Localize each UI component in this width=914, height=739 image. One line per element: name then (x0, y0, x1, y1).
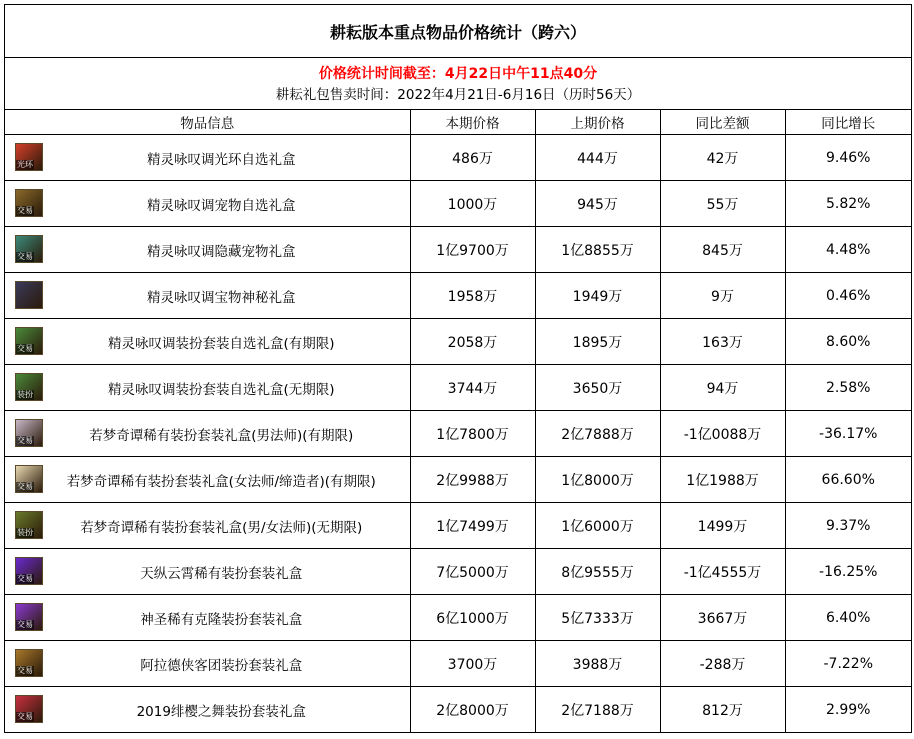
previous-price-cell: 1亿8000万 (535, 457, 660, 503)
price-sheet (4, 4, 912, 733)
icon-tag: 交易 (17, 574, 33, 583)
table-row (5, 227, 911, 273)
current-price-cell: 3744万 (410, 365, 535, 411)
diff-cell: 3667万 (660, 595, 785, 641)
item-name: 若梦奇谭稀有装扮套装礼盒(男法师)(有期限) (89, 427, 354, 444)
previous-price-cell: 1亿8855万 (535, 227, 660, 273)
current-price-cell: 2058万 (410, 319, 535, 365)
current-price-cell: 7亿5000万 (410, 549, 535, 595)
table-row (5, 273, 911, 319)
col-current-price: 本期价格 (410, 110, 535, 135)
table-row (5, 595, 911, 641)
item-name: 2019绯樱之舞装扮套装礼盒 (136, 703, 306, 720)
info-block (5, 58, 911, 110)
rare-avatar-male-mage-icon (15, 419, 43, 447)
aura-box-icon (15, 143, 43, 171)
item-name: 阿拉德侠客团装扮套装礼盒 (140, 657, 303, 674)
item-name: 精灵咏叹调隐藏宠物礼盒 (147, 243, 296, 260)
growth-cell: 5.82% (785, 181, 911, 227)
item-name: 神圣稀有克隆装扮套装礼盒 (140, 611, 303, 628)
current-price-cell: 2亿9988万 (410, 457, 535, 503)
avatar-box-permanent-icon (15, 373, 43, 401)
diff-cell: 812万 (660, 687, 785, 733)
item-name: 精灵咏叹调装扮套装自选礼盒(有期限) (107, 335, 335, 352)
icon-tag: 交易 (17, 620, 33, 629)
pet-box-icon (15, 189, 43, 217)
previous-price-cell: 3650万 (535, 365, 660, 411)
previous-price-cell: 2亿7188万 (535, 687, 660, 733)
diff-cell: -1亿4555万 (660, 549, 785, 595)
previous-price-cell: 945万 (535, 181, 660, 227)
sheet-title: 耕耘版本重点物品价格统计（跨六） (5, 5, 911, 58)
previous-price-cell: 5亿7333万 (535, 595, 660, 641)
icon-tag: 交易 (17, 206, 33, 215)
growth-cell: 9.46% (785, 135, 911, 181)
sale-period-text: 耕耘礼包售卖时间：2022年4月21日-6月16日（历时56天） (275, 86, 641, 103)
diff-cell: 42万 (660, 135, 785, 181)
growth-cell: 8.60% (785, 319, 911, 365)
growth-cell: 2.99% (785, 687, 911, 733)
icon-tag: 装扮 (17, 390, 33, 399)
diff-cell: 1499万 (660, 503, 785, 549)
growth-cell: -36.17% (785, 411, 911, 457)
growth-cell: 2.58% (785, 365, 911, 411)
table-row (5, 641, 911, 687)
header-row (5, 110, 911, 135)
table-row (5, 687, 911, 733)
item-name: 精灵咏叹调宠物自选礼盒 (147, 197, 296, 214)
icon-tag: 交易 (17, 482, 33, 491)
previous-price-cell: 3988万 (535, 641, 660, 687)
icon-tag: 交易 (17, 666, 33, 675)
icon-tag: 交易 (17, 344, 33, 353)
item-cell (5, 273, 410, 319)
table-row (5, 365, 911, 411)
current-price-cell: 6亿1000万 (410, 595, 535, 641)
rare-avatar-mage-permanent-icon (15, 511, 43, 539)
item-cell (5, 365, 410, 411)
icon-tag: 交易 (17, 712, 33, 721)
item-cell (5, 549, 410, 595)
diff-cell: 845万 (660, 227, 785, 273)
table-row (5, 457, 911, 503)
previous-price-cell: 1949万 (535, 273, 660, 319)
hidden-pet-box-icon (15, 235, 43, 263)
diff-cell: 163万 (660, 319, 785, 365)
current-price-cell: 1亿7499万 (410, 503, 535, 549)
item-cell (5, 687, 410, 733)
item-cell (5, 641, 410, 687)
sky-avatar-box-icon (15, 557, 43, 585)
item-cell (5, 595, 410, 641)
table-row (5, 319, 911, 365)
item-name: 天纵云霄稀有装扮套装礼盒 (140, 565, 303, 582)
col-diff: 同比差额 (660, 110, 785, 135)
previous-price-cell: 2亿7888万 (535, 411, 660, 457)
rare-avatar-female-mage-icon (15, 465, 43, 493)
icon-tag: 装扮 (17, 528, 33, 537)
table-row (5, 549, 911, 595)
current-price-cell: 1亿9700万 (410, 227, 535, 273)
treasure-box-icon (15, 281, 43, 309)
previous-price-cell: 1895万 (535, 319, 660, 365)
sakura-avatar-box-icon (15, 695, 43, 723)
item-cell (5, 457, 410, 503)
growth-cell: -16.25% (785, 549, 911, 595)
item-cell (5, 503, 410, 549)
avatar-box-icon (15, 327, 43, 355)
col-item-info: 物品信息 (5, 110, 410, 135)
item-name: 若梦奇谭稀有装扮套装礼盒(女法师/缔造者)(有期限) (66, 473, 376, 490)
growth-cell: 9.37% (785, 503, 911, 549)
diff-cell: 9万 (660, 273, 785, 319)
current-price-cell: 1958万 (410, 273, 535, 319)
growth-cell: 0.46% (785, 273, 911, 319)
arad-avatar-box-icon (15, 649, 43, 677)
item-cell (5, 411, 410, 457)
item-name: 精灵咏叹调宝物神秘礼盒 (147, 289, 296, 306)
current-price-cell: 1000万 (410, 181, 535, 227)
deadline-text: 价格统计时间截至：4月22日中午11点40分 (318, 65, 598, 82)
col-growth: 同比增长 (785, 110, 911, 135)
icon-tag: 交易 (17, 436, 33, 445)
diff-cell: 94万 (660, 365, 785, 411)
item-name: 精灵咏叹调装扮套装自选礼盒(无期限) (107, 381, 335, 398)
growth-cell: 66.60% (785, 457, 911, 503)
growth-cell: 6.40% (785, 595, 911, 641)
current-price-cell: 3700万 (410, 641, 535, 687)
previous-price-cell: 1亿6000万 (535, 503, 660, 549)
previous-price-cell: 444万 (535, 135, 660, 181)
table-row (5, 503, 911, 549)
item-name: 精灵咏叹调光环自选礼盒 (147, 151, 296, 168)
table-row (5, 135, 911, 181)
table-row (5, 181, 911, 227)
icon-tag: 交易 (17, 252, 33, 261)
table-row (5, 411, 911, 457)
current-price-cell: 1亿7800万 (410, 411, 535, 457)
growth-cell: 4.48% (785, 227, 911, 273)
item-name: 若梦奇谭稀有装扮套装礼盒(男/女法师)(无期限) (80, 519, 363, 536)
item-cell (5, 181, 410, 227)
icon-tag: 光环 (17, 160, 33, 169)
diff-cell: -1亿0088万 (660, 411, 785, 457)
clone-avatar-box-icon (15, 603, 43, 631)
item-cell (5, 319, 410, 365)
diff-cell: 55万 (660, 181, 785, 227)
current-price-cell: 2亿8000万 (410, 687, 535, 733)
current-price-cell: 486万 (410, 135, 535, 181)
growth-cell: -7.22% (785, 641, 911, 687)
diff-cell: -288万 (660, 641, 785, 687)
item-cell (5, 227, 410, 273)
previous-price-cell: 8亿9555万 (535, 549, 660, 595)
item-cell (5, 135, 410, 181)
price-table (5, 110, 911, 732)
diff-cell: 1亿1988万 (660, 457, 785, 503)
col-previous-price: 上期价格 (535, 110, 660, 135)
